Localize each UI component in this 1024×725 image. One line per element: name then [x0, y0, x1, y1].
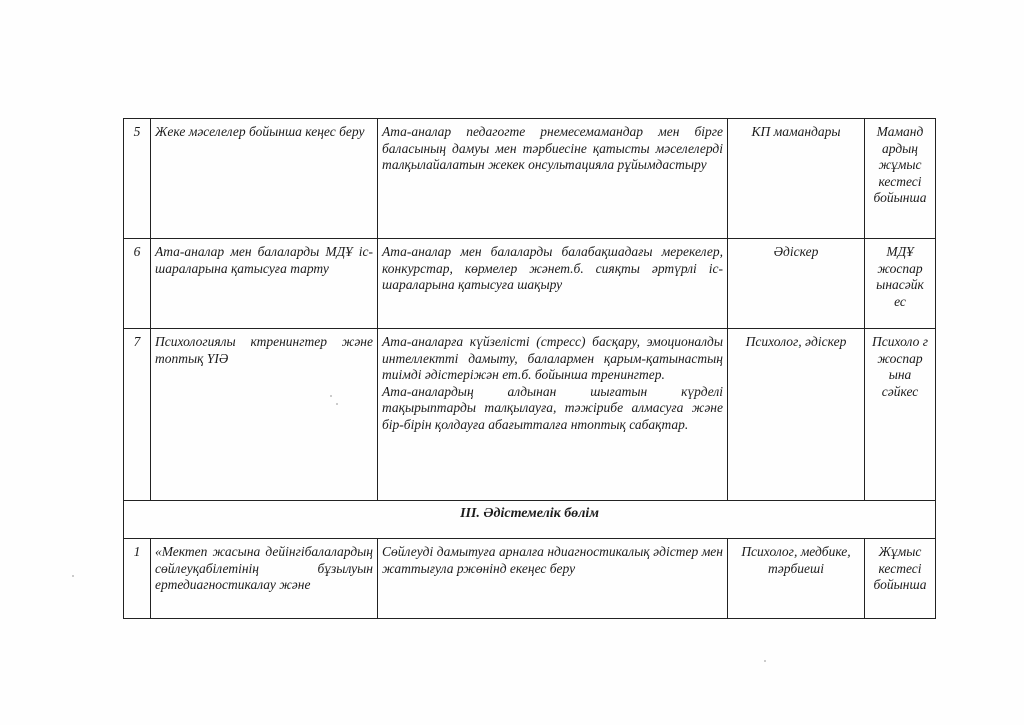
description-text: Ата-аналарға күйзелісті (стресс) басқару, эмоционалды интеллектті дамыту, балалармен қарым-қатынастың тиімді әдістеріжән ет.б. бойынша тренингтер. [382, 334, 723, 382]
table-row [124, 239, 936, 329]
event-cell: Психологиялы ктренингтер және топтық ҮІӘ [151, 329, 378, 501]
description-cell [378, 239, 728, 329]
scan-speck [72, 575, 74, 577]
description-text: Ата-аналар мен балаларды балабақшадағы мерекелер, конкурстар, көрмелер жәнет.б. сияқты әртүрлі іс-шараларына қатысуға шақыру [382, 244, 723, 292]
description-text: Сөйлеуді дамытуға арналға ндиагностикалық әдістер мен жаттығула ржөнінд екеңес беру [382, 544, 723, 576]
section-row [124, 501, 936, 539]
row-number: 5 [124, 119, 151, 239]
row-number: 6 [124, 239, 151, 329]
description-cell [378, 329, 728, 501]
term-cell: МДҰ жоспар ынасәйк ес [865, 239, 936, 329]
scan-speck [764, 660, 766, 662]
description-cell [378, 539, 728, 619]
table-row [124, 329, 936, 501]
plan-table [123, 118, 936, 619]
scan-speck [330, 395, 332, 397]
description-text: Ата-аналардың алдынан шығатын күрделі тақырыптарды талқылауға, тәжірибе алмасуға және бір-бірін қолдауға абағытталға нтоптық сабақтар. [382, 383, 723, 432]
term-cell: Маманд ардың жұмыс кестесі бойынша [865, 119, 936, 239]
term-cell: Жұмыс кестесі бойынша [865, 539, 936, 619]
description-text: Ата-аналар педагогте рнемесемамандар мен бірге баласының дамуы мен тәрбиесіне қатысты мәселелерді талқылайалатын жекек онсультацияла рұйымдастыру [382, 124, 723, 172]
row-number: 7 [124, 329, 151, 501]
event-cell: Жеке мәселелер бойынша кеңес беру [151, 119, 378, 239]
table-row [124, 119, 936, 239]
scan-speck [336, 403, 338, 405]
event-cell: «Мектеп жасына дейінгібалалардың сөйлеуқабілетінің бұзылуын ертедиагностикалау және [151, 539, 378, 619]
event-cell: Ата-аналар мен балаларды МДҰ іс-шараларына қатысуға тарту [151, 239, 378, 329]
responsible-cell: Әдіскер [728, 239, 865, 329]
term-cell: Психоло г жоспар ына сәйкес [865, 329, 936, 501]
description-cell [378, 119, 728, 239]
section-title: III. Әдістемелік бөлім [124, 501, 936, 539]
responsible-cell: Психолог, әдіскер [728, 329, 865, 501]
responsible-cell: КП мамандары [728, 119, 865, 239]
row-number: 1 [124, 539, 151, 619]
table-row [124, 539, 936, 619]
responsible-cell: Психолог, медбике, тәрбиеші [728, 539, 865, 619]
